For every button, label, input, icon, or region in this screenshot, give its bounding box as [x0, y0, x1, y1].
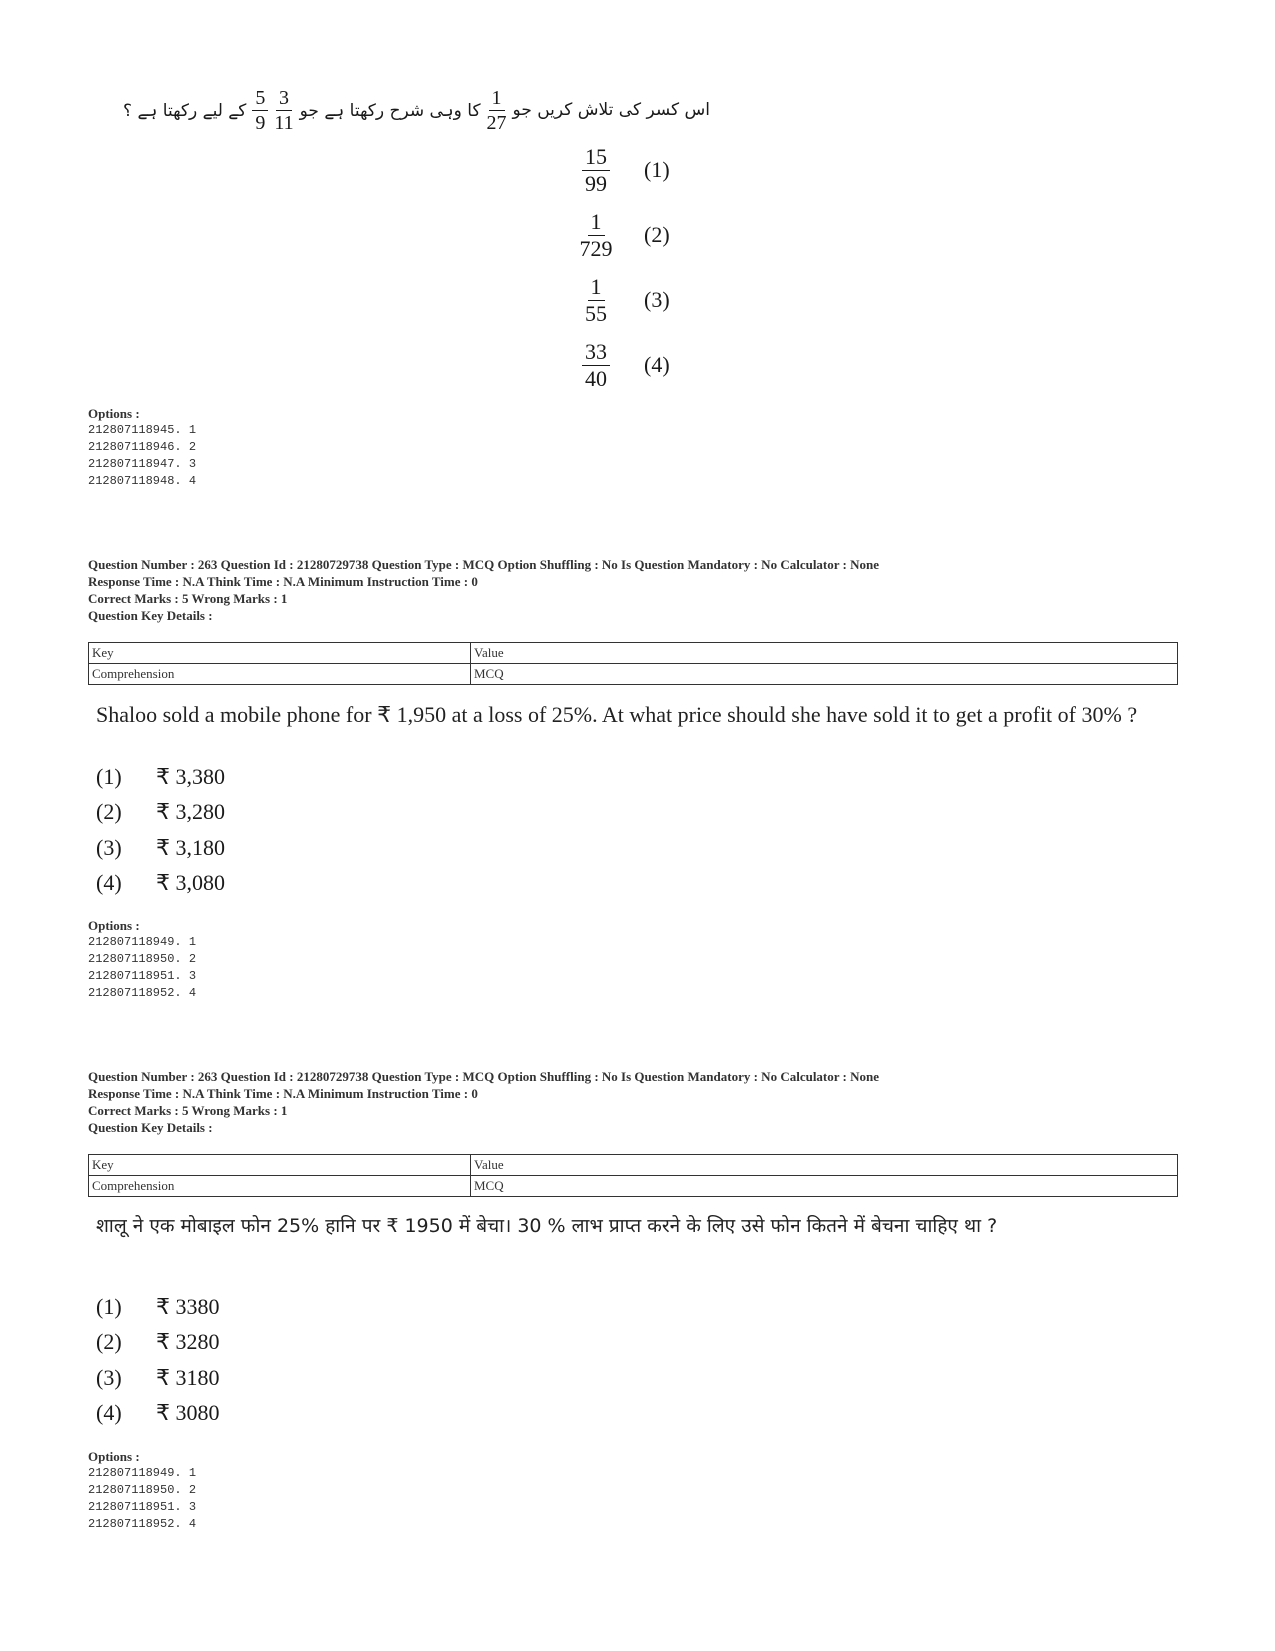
urdu-text-1: اس کسر کی تلاش کریں جو [512, 100, 710, 120]
question-text: शालू ने एक मोबाइल फोन 25% हानि पर ₹ 1950 में बेचा। 30 % लाभ प्राप्त करने के लिए उसे फोन कितने में बेचना चाहिए था ? [96, 1215, 998, 1237]
question-meta: Question Number : 263 Question Id : 21280729738 Question Type : MCQ Option Shuffling : No Is Question Mandatory : No Calculator : None Response Time : N.A Think Time : N.A Minimum Instruction Time : 0 Correct Marks : 5 Wrong Marks : 1 Question Key Details : [88, 1069, 880, 1135]
option-id: 212807118946. 2 [88, 440, 197, 454]
question-meta: Question Number : 263 Question Id : 21280729738 Question Type : MCQ Option Shuffling : No Is Question Mandatory : No Calculator : None Response Time : N.A Think Time : N.A Minimum Instruction Time : 0 Correct Marks : 5 Wrong Marks : 1 Question Key Details : [88, 557, 880, 623]
key-header: Key [89, 643, 471, 664]
answer-option-2: (2) ₹ 3,280 [96, 799, 225, 824]
urdu-question [90, 80, 710, 140]
key-header: Key [89, 1155, 471, 1176]
answer-option-3: (3) ₹ 3180 [96, 1365, 220, 1390]
option-id: 212807118950. 2 [88, 952, 197, 966]
option-id: 212807118951. 3 [88, 1500, 197, 1514]
answer-option-4: (4) ₹ 3080 [96, 1400, 220, 1425]
answer-option-3: (3) ₹ 3,180 [96, 835, 225, 860]
question-text: Shaloo sold a mobile phone for ₹ 1,950 at a loss of 25%. At what price should she have sold it to get a profit of 30% ? [96, 702, 1138, 727]
option-id: 212807118952. 4 [88, 986, 197, 1000]
answer-option-1: (1) ₹ 3,380 [96, 764, 225, 789]
answer-option-1: $\frac{15}{99}$ (1) [570, 140, 700, 200]
answer-option-2: $\frac{1}{729}$ (2) [579, 208, 670, 261]
fraction-3-11: $\frac{3}{11}$ [274, 86, 294, 134]
option-id: 212807118951. 3 [88, 969, 197, 983]
urdu-text-3: کے لیے رکھتا ہے ؟ [123, 100, 247, 121]
question-key-table [88, 1154, 1178, 1197]
option-id: 212807118949. 1 [88, 1466, 197, 1480]
options-block: Options : 212807118949. 1 212807118950. 2 212807118951. 3 212807118952. 4 [88, 1449, 197, 1531]
answer-option-1: (1) ₹ 3380 [96, 1294, 220, 1319]
answer-option-2: (2) ₹ 3280 [96, 1329, 220, 1354]
value-header: Value [471, 643, 1178, 664]
value-header: Value [471, 1155, 1178, 1176]
fraction-5-9: $\frac{5}{9}$ [252, 88, 268, 133]
answer-option-3: $\frac{1}{55}$ (3) [585, 273, 670, 326]
option-id: 212807118948. 4 [88, 474, 197, 488]
key-cell: Comprehension [89, 1176, 471, 1197]
option-id: 212807118952. 4 [88, 1517, 197, 1531]
option-id: 212807118947. 3 [88, 457, 197, 471]
question-key-table [88, 642, 1178, 685]
urdu-text-2: کا وہی شرح رکھتا ہے جو [299, 100, 481, 121]
option-id: 212807118950. 2 [88, 1483, 197, 1497]
answer-option-4: (4) ₹ 3,080 [96, 870, 225, 895]
value-cell: MCQ [471, 664, 1178, 685]
option-id: 212807118949. 1 [88, 935, 197, 949]
fraction-1-27: $\frac{1}{27}$ [486, 86, 507, 134]
answer-option-4: $\frac{33}{40}$ (4) [570, 335, 700, 395]
key-cell: Comprehension [89, 664, 471, 685]
value-cell: MCQ [471, 1176, 1178, 1197]
options-block: Options : 212807118949. 1 212807118950. 2 212807118951. 3 212807118952. 4 [88, 918, 197, 1000]
options-block: Options : 212807118945. 1 212807118946. 2 212807118947. 3 212807118948. 4 [88, 406, 197, 488]
option-id: 212807118945. 1 [88, 423, 197, 437]
